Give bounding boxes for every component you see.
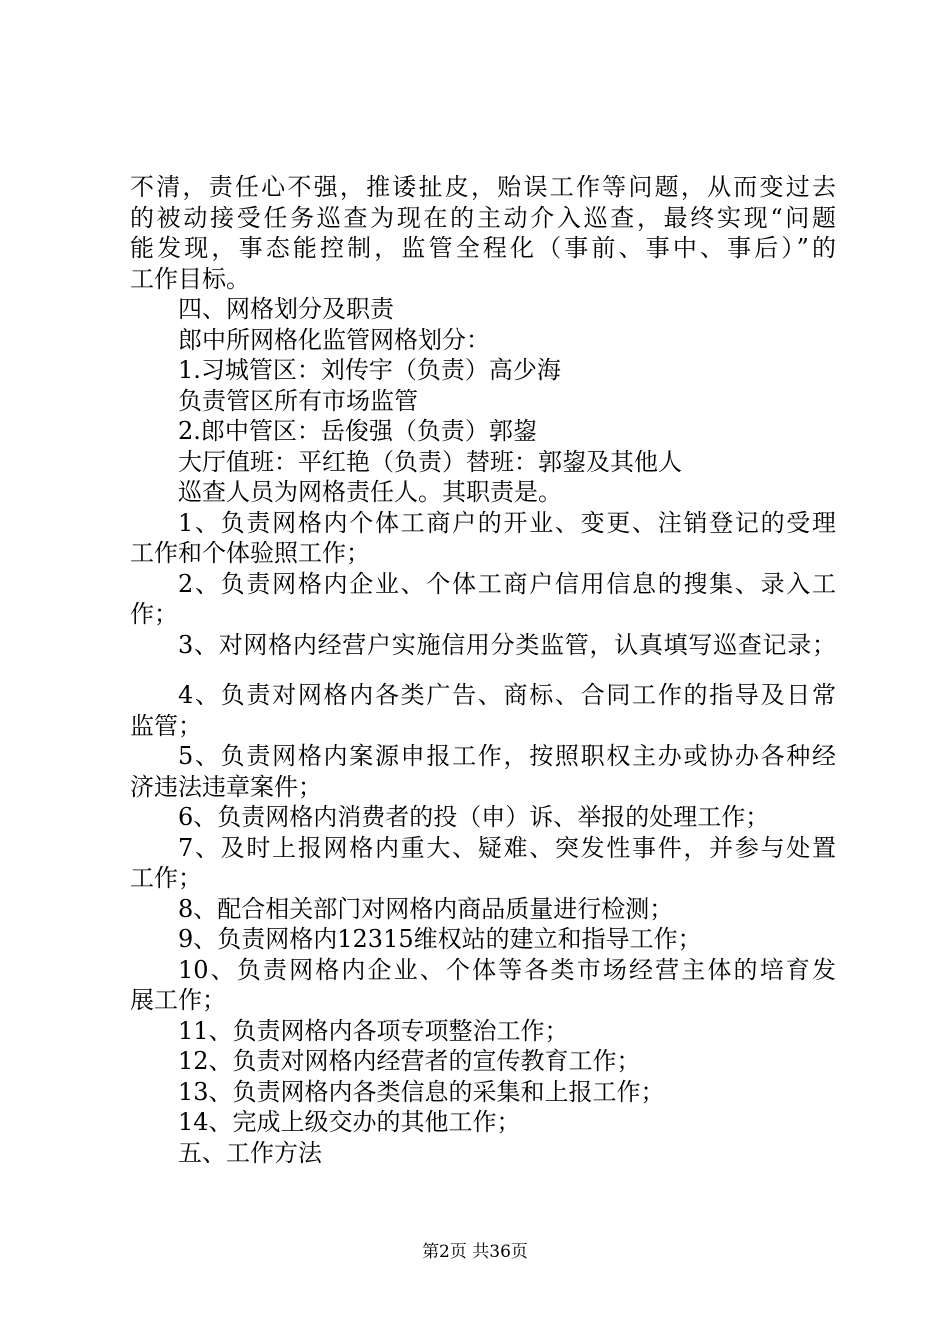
text-line: 展工作； [130,986,226,1014]
text-line: 负责管区所有市场监管 [178,386,418,415]
blank-line [130,660,836,680]
list-item: 7、及时上报网格内重大、疑难、突发性事件，并参与处置 [178,833,836,862]
text-line: 巡查人员为网格责任人。其职责是。 [178,478,562,506]
section-heading: 四、网格划分及职责 [178,295,394,323]
section-heading: 五、工作方法 [178,1138,322,1167]
page-footer: 第2页 共36页 [422,1242,528,1262]
text-line: 作； [130,600,178,628]
list-item: 2.郎中管区：岳俊强（负责）郭鋆 [178,417,537,445]
text-line: 能发现，事态能控制，监管全程化（事前、事中、事后）”的 [130,234,836,262]
list-item: 9、负责网格内12315维权站的建立和指导工作； [178,925,702,953]
list-item: 10、负责网格内企业、个体等各类市场经营主体的培育发 [178,955,836,984]
list-item: 3、对网格内经营户实施信用分类监管，认真填写巡查记录； [178,630,836,659]
text-line: 工作和个体验照工作； [130,539,370,567]
text-line: 的被动接受任务巡查为现在的主动介入巡查，最终实现“问题 [130,203,836,232]
list-item: 8、配合相关部门对网格内商品质量进行检测； [178,894,674,923]
list-item: 11、负责网格内各项专项整治工作； [178,1016,569,1045]
list-item: 4、负责对网格内各类广告、商标、合同工作的指导及日常 [178,681,836,709]
list-item: 13、负责网格内各类信息的采集和上报工作； [178,1077,665,1106]
text-line: 工作； [130,864,202,892]
list-item: 14、完成上级交办的其他工作； [178,1108,521,1136]
list-item: 5、负责网格内案源申报工作，按照职权主办或协办各种经 [178,742,836,770]
text-line: 监管； [130,711,202,740]
text-line: 工作目标。 [130,264,250,293]
list-item: 6、负责网格内消费者的投（申）诉、举报的处理工作； [178,803,770,831]
text-line: 不清，责任心不强，推诿扯皮，贻误工作等问题，从而变过去 [130,173,836,201]
list-item: 1、负责网格内个体工商户的开业、变更、注销登记的受理 [178,508,836,537]
document-body [130,172,836,1168]
text-line: 大厅值班：平红艳（负责）替班：郭鋆及其他人 [178,447,682,476]
text-line: 济违法违章案件； [130,772,322,801]
list-item: 1.习城管区：刘传宇（负责）高少海 [178,356,561,384]
list-item: 2、负责网格内企业、个体工商户信用信息的搜集、录入工 [178,569,836,598]
text-line: 郎中所网格化监管网格划分： [178,325,490,354]
list-item: 12、负责对网格内经营者的宣传教育工作； [178,1047,641,1075]
